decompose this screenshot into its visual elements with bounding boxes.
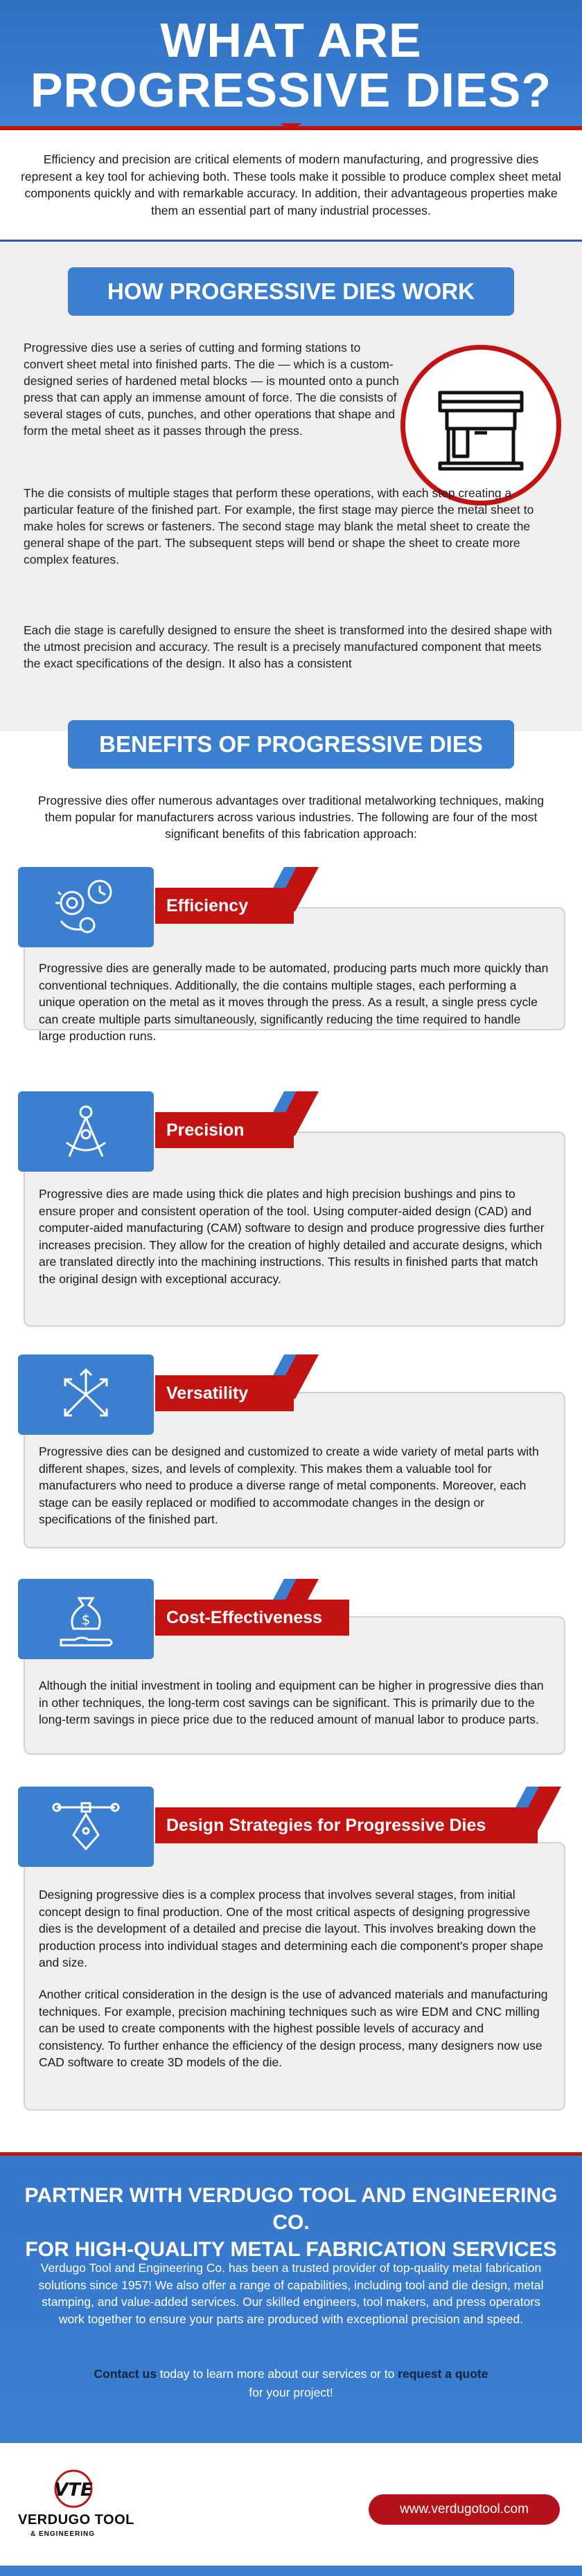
cta-section [0,2152,582,2443]
benefit-text: Progressive dies are generally made to be automated, producing parts much more quickly than conventional techniques. Additionally, the die contains multiple stages, each performing a unique operation on the metal as it moves through the press. As a result, a single press cycle can create multiple parts simultaneously, significantly reducing the time required to handle large production runs. [39,961,549,1043]
footer [0,2443,582,2576]
how-paragraph-1: Progressive dies use a series of cutting and forming stations to convert sheet metal into finished parts. The die — which is a custom-designed series of hardened metal blocks — is mounted onto a punch press that can apply an immense amount of force. The die consists of several stages of cuts, punches, and other operations that shape and form the metal sheet as it passes through the press. [24,341,399,438]
hero-pointer [281,123,301,130]
compass-icon [18,1091,154,1172]
how-heading: HOW PROGRESSIVE DIES WORK [68,267,514,316]
request-quote-link[interactable]: request a quote [398,2367,488,2381]
svg-text:$: $ [81,1611,91,1628]
how-paragraph-3: Each die stage is carefully designed to ensure the sheet is transformed into the desired shape with the utmost precision and accuracy. The result is a precisely manufactured component that meets the exact specifications of the design. It also has a consistent [24,623,552,670]
website-link[interactable]: www.verdugotool.com [369,2494,560,2525]
money-bag-hand-icon [18,1579,154,1659]
cta-heading-line-1: PARTNER WITH VERDUGO TOOL AND ENGINEERING CO. [24,2184,558,2234]
benefit-title: Versatility [155,1375,294,1411]
cta-body: Verdugo Tool and Engineering Co. has been a trusted provider of top-quality metal fabrication solutions since 1957! We also offer a range of capabilities, including tool and die design, metal stamping, and value-added services. Our skilled engineers, tool makers, and press operators work together to ensure your parts are produced with exceptional precision and speed. [38,2261,544,2326]
company-subname: & ENGINEERING [30,2530,96,2538]
company-logo [46,2468,101,2510]
benefits-heading: BENEFITS OF PROGRESSIVE DIES [68,720,514,769]
bottom-bar [0,2566,582,2576]
punch-press-icon [400,345,561,506]
benefit-text: Although the initial investment in tooling and equipment can be higher in progressive dies than in other techniques, the long-term cost savings can be significant. This is primarily due to the long-term savings in piece price due to the reduced amount of manual labor to produce parts. [39,1679,544,1726]
benefit-title: Cost-Effectiveness [155,1600,349,1636]
how-paragraph-2: The die consists of multiple stages that perform these operations, with each step creating a particular feature of the finished part. For example, the first stage may pierce the metal sheet to make holes for screws or fasteners. The second stage may blank the metal sheet to create the general shape of the part. The subsequent steps will bend or shape the sheet to create more complex features. [24,486,534,566]
benefit-card-design [24,1842,565,2111]
benefit-text: Progressive dies can be designed and customized to create a wide variety of metal parts with different shapes, sizes, and levels of complexity. This makes them a valuable tool for manufacturers who need to produce a diverse range of metal components. Moreover, each stage can be easily replaced or modified to accommodate changes in the design or specifications of the finished part. [39,1444,539,1526]
benefit-title: Precision [155,1112,294,1148]
hero-header [0,0,582,130]
logo-mark: VTE [54,2480,93,2501]
gear-clock-icon [18,867,154,947]
cta-heading [14,2182,568,2263]
contact-us-link[interactable]: Contact us [94,2367,157,2381]
page-title [0,0,582,115]
benefit-title: Efficiency [155,888,294,924]
cta-end-text: for your project! [249,2386,333,2399]
company-name: VERDUGO TOOL [18,2512,134,2528]
benefit-text: Designing progressive dies is a complex process that involves several stages, from initial concept design to final production. One of the most critical aspects of designing progressive dies is the development of a detailed and precise die layout. This involves breaking down the production process into individual stages and determining each die component's proper shape and size. [39,1888,544,1969]
cta-line [30,2365,552,2402]
intro-paragraph: Efficiency and precision are critical elements of modern manufacturing, and progressive dies represent a key tool for achieving both. These tools make it possible to produce complex sheet metal components quickly and with remarkable accuracy. In addition, their advantageous properties make them an essential part of many industrial processes. [21,152,561,217]
benefit-title: Design Strategies for Progressive Dies [155,1807,538,1843]
cta-heading-line-2: FOR HIGH-QUALITY METAL FABRICATION SERVICES [25,2238,557,2261]
benefit-text: Progressive dies are made using thick die plates and high precision bushings and pins to ensure proper and consistent operation of the tool. Using computer-aided design (CAD) and computer-aided manufacturing (CAM) software to design and produce progressive dies further increases precision. They allow for the creation of highly detailed and accurate designs, which are translated directly into the machining instructions. This results in finished parts that match the original design with exceptional accuracy. [39,1187,545,1286]
benefit-text-2: Another critical consideration in the design is the use of advanced materials and manufacturing techniques. For example, precision machining techniques such as wire EDM and CNC milling can be used to create components with the highest possible levels of accuracy and consistency. To further enhance the efficiency of the design process, many designers now use CAD software to create 3D models of the die. [39,1987,548,2069]
pen-tool-icon [18,1787,154,1867]
title-line-1: WHAT ARE [160,13,422,67]
title-line-2: PROGRESSIVE DIES? [30,63,552,117]
cta-mid-text: today to learn more about our services or to [156,2367,398,2381]
arrows-icon [18,1354,154,1435]
benefits-intro: Progressive dies offer numerous advantages over traditional metalworking techniques, making them popular for manufacturers across various industries. The following are four of the most significant benefits of this fabrication approach: [37,794,545,841]
